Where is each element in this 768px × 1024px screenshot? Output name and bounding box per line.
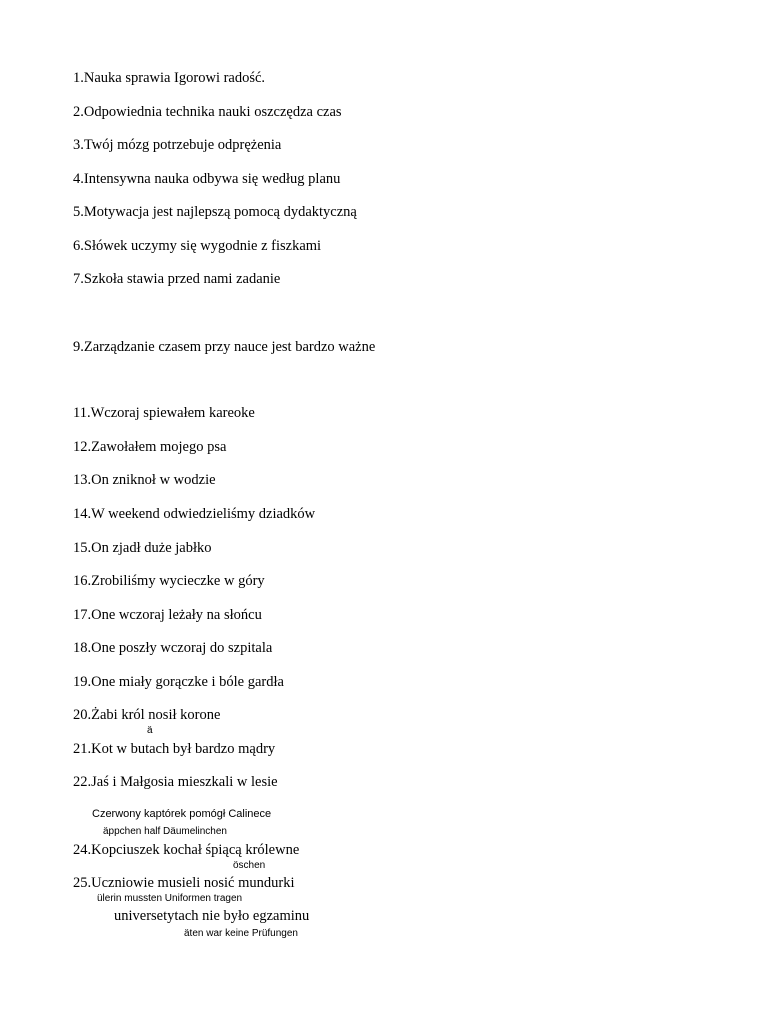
overlay-fragment: öschen	[233, 860, 266, 871]
overlay-fragment: äppchen half Däumelinchen	[103, 826, 227, 837]
list-item: 14.W weekend odwiedzieliśmy dziadków	[73, 506, 316, 522]
list-item: 4.Intensywna nauka odbywa się według planu	[73, 171, 341, 187]
list-item: 22.Jaś i Małgosia mieszkali w lesie	[73, 774, 278, 790]
overlay-fragment: ülerin mussten Uniformen tragen	[97, 893, 243, 904]
list-item: 11.Wczoraj spiewałem kareoke	[73, 405, 255, 421]
list-item: 15.On zjadł duże jabłko	[73, 540, 212, 556]
list-item: 12.Zawołałem mojego psa	[73, 439, 227, 455]
list-item: 16.Zrobiliśmy wycieczke w góry	[73, 573, 265, 589]
overlay-fragment: äten war keine Prüfungen	[184, 928, 298, 939]
list-item: 17.One wczoraj leżały na słońcu	[73, 607, 262, 623]
list-item: 24.Kopciuszek kochał śpiącą królewne	[73, 842, 300, 858]
list-item: 21.Kot w butach był bardzo mądry	[73, 741, 276, 757]
list-item: 19.One miały gorączke i bóle gardła	[73, 674, 284, 690]
overlay-fragment: ä	[147, 725, 153, 736]
overlay-fragment: Czerwony kaptórek pomógł Calinece	[92, 808, 272, 820]
list-item: 7.Szkoła stawia przed nami zadanie	[73, 271, 281, 287]
list-item: universetytach nie było egzaminu	[114, 908, 310, 924]
list-item: 20.Żabi król nosił korone	[73, 707, 221, 723]
list-item: 18.One poszły wczoraj do szpitala	[73, 640, 273, 656]
list-item: 5.Motywacja jest najlepszą pomocą dydaktyczną	[73, 204, 357, 220]
list-item: 1.Nauka sprawia Igorowi radość.	[73, 70, 266, 86]
list-item: 25.Uczniowie musieli nosić mundurki	[73, 875, 295, 891]
list-item: 6.Słówek uczymy się wygodnie z fiszkami	[73, 238, 322, 254]
list-item: 13.On zniknoł w wodzie	[73, 472, 216, 488]
list-item: 3.Twój mózg potrzebuje odprężenia	[73, 137, 282, 153]
list-item: 2.Odpowiednia technika nauki oszczędza czas	[73, 104, 342, 120]
list-item: 9.Zarządzanie czasem przy nauce jest bardzo ważne	[73, 339, 376, 355]
